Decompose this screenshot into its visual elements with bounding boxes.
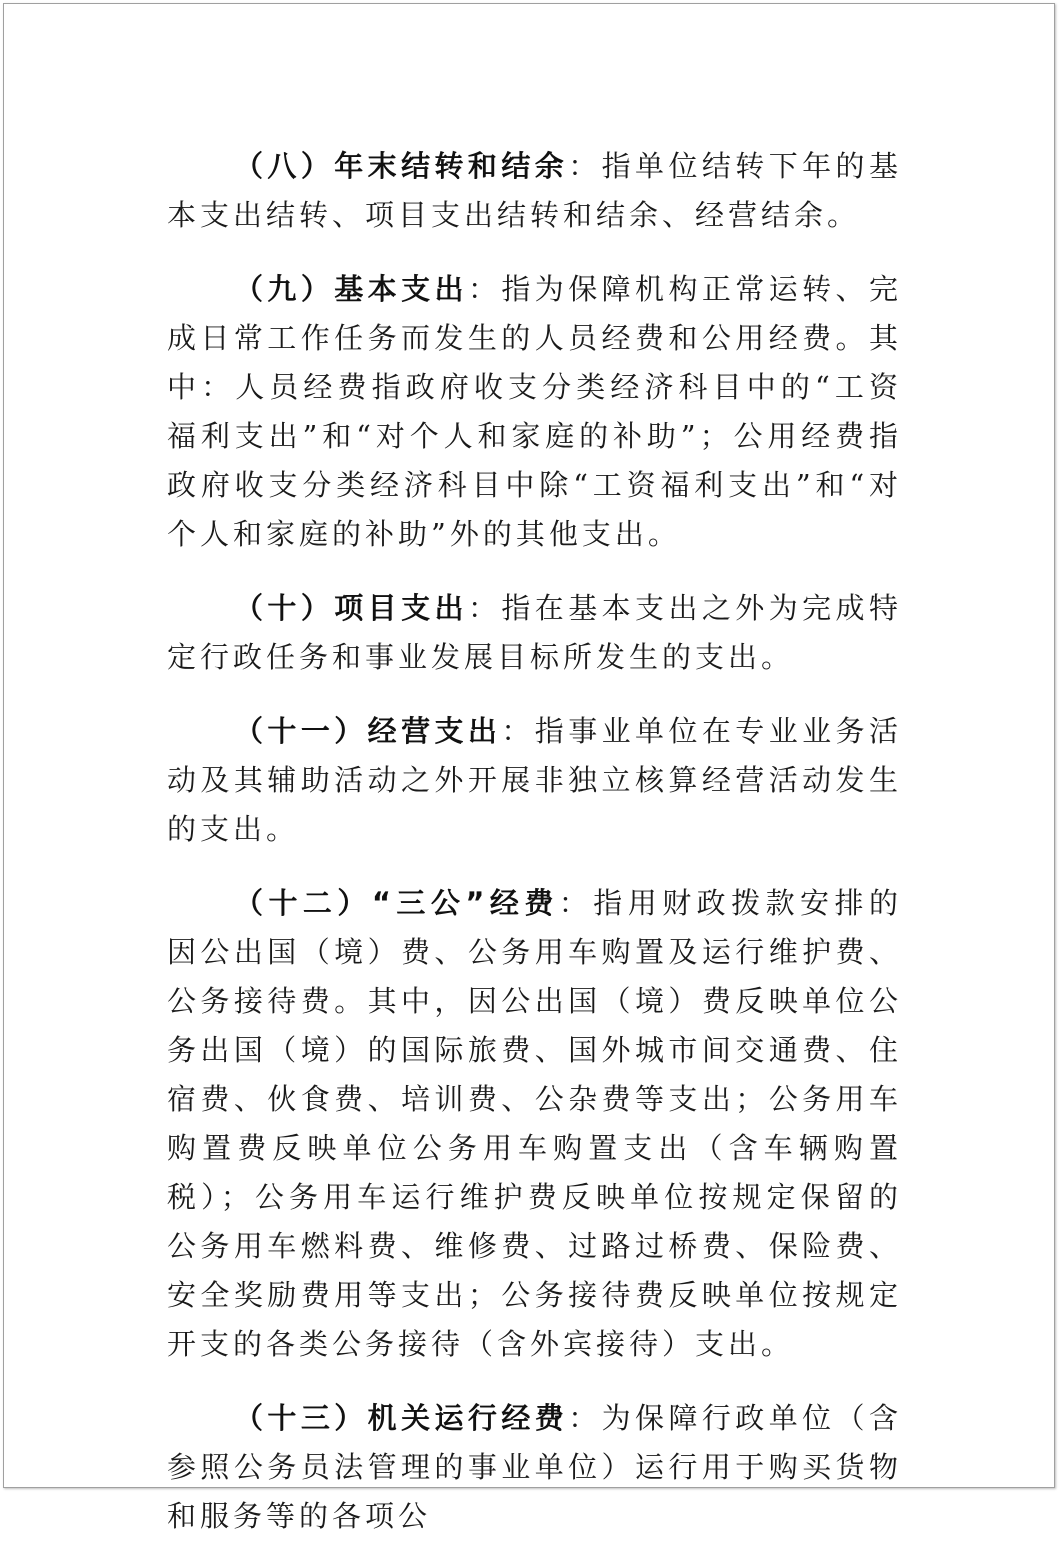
paragraph-agency-operating-funds (167, 1394, 902, 1541)
definition-operating-expenditure: ：指事业单位在专业业务活动及其辅助活动之外开展非独立核算经营活动发生的支出。 (167, 714, 902, 846)
paragraph-year-end-carryover (167, 142, 902, 240)
document-page (3, 3, 1055, 1533)
term-agency-operating-funds: （十三）机关运行经费 (234, 1401, 569, 1435)
term-year-end-carryover: （八）年末结转和结余 (234, 149, 569, 183)
term-operating-expenditure: （十一）经营支出 (234, 714, 502, 748)
term-basic-expenditure: （九）基本支出 (234, 272, 468, 306)
term-project-expenditure: （十）项目支出 (234, 591, 468, 625)
document-body (167, 142, 902, 1566)
paragraph-three-public-expenses (167, 879, 902, 1369)
term-three-public-expenses: （十二）“三公”经费 (234, 886, 559, 920)
definition-year-end-carryover: ：指单位结转下年的基本支出结转、项目支出结转和结余、经营结余。 (167, 149, 902, 232)
paragraph-project-expenditure (167, 584, 902, 682)
paragraph-operating-expenditure (167, 707, 902, 854)
paragraph-basic-expenditure (167, 265, 902, 559)
definition-project-expenditure: ：指在基本支出之外为完成特定行政任务和事业发展目标所发生的支出。 (167, 591, 902, 674)
definition-three-public-expenses: ：指用财政拨款安排的因公出国（境）费、公务用车购置及运行维护费、公务接待费。其中，因公出国（境）费反映单位公务出国（境）的国际旅费、国外城市间交通费、住宿费、伙食费、培训费、公杂费等支出；公务用车购置费反映单位公务用车购置支出（含车辆购置税）；公务用车运行维护费反映单位按规定保留的公务用车燃料费、维修费、过路过桥费、保险费、安全奖励费用等支出；公务接待费反映单位按规定开支的各类公务接待（含外宾接待）支出。 (167, 886, 902, 1361)
definition-agency-operating-funds: ：为保障行政单位（含参照公务员法管理的事业单位）运行用于购买货物和服务等的各项公 (167, 1401, 902, 1533)
definition-basic-expenditure: ：指为保障机构正常运转、完成日常工作任务而发生的人员经费和公用经费。其中：人员经费指政府收支分类经济科目中的“工资福利支出”和“对个人和家庭的补助”；公用经费指政府收支分类经济科目中除“工资福利支出”和“对个人和家庭的补助”外的其他支出。 (167, 272, 902, 551)
